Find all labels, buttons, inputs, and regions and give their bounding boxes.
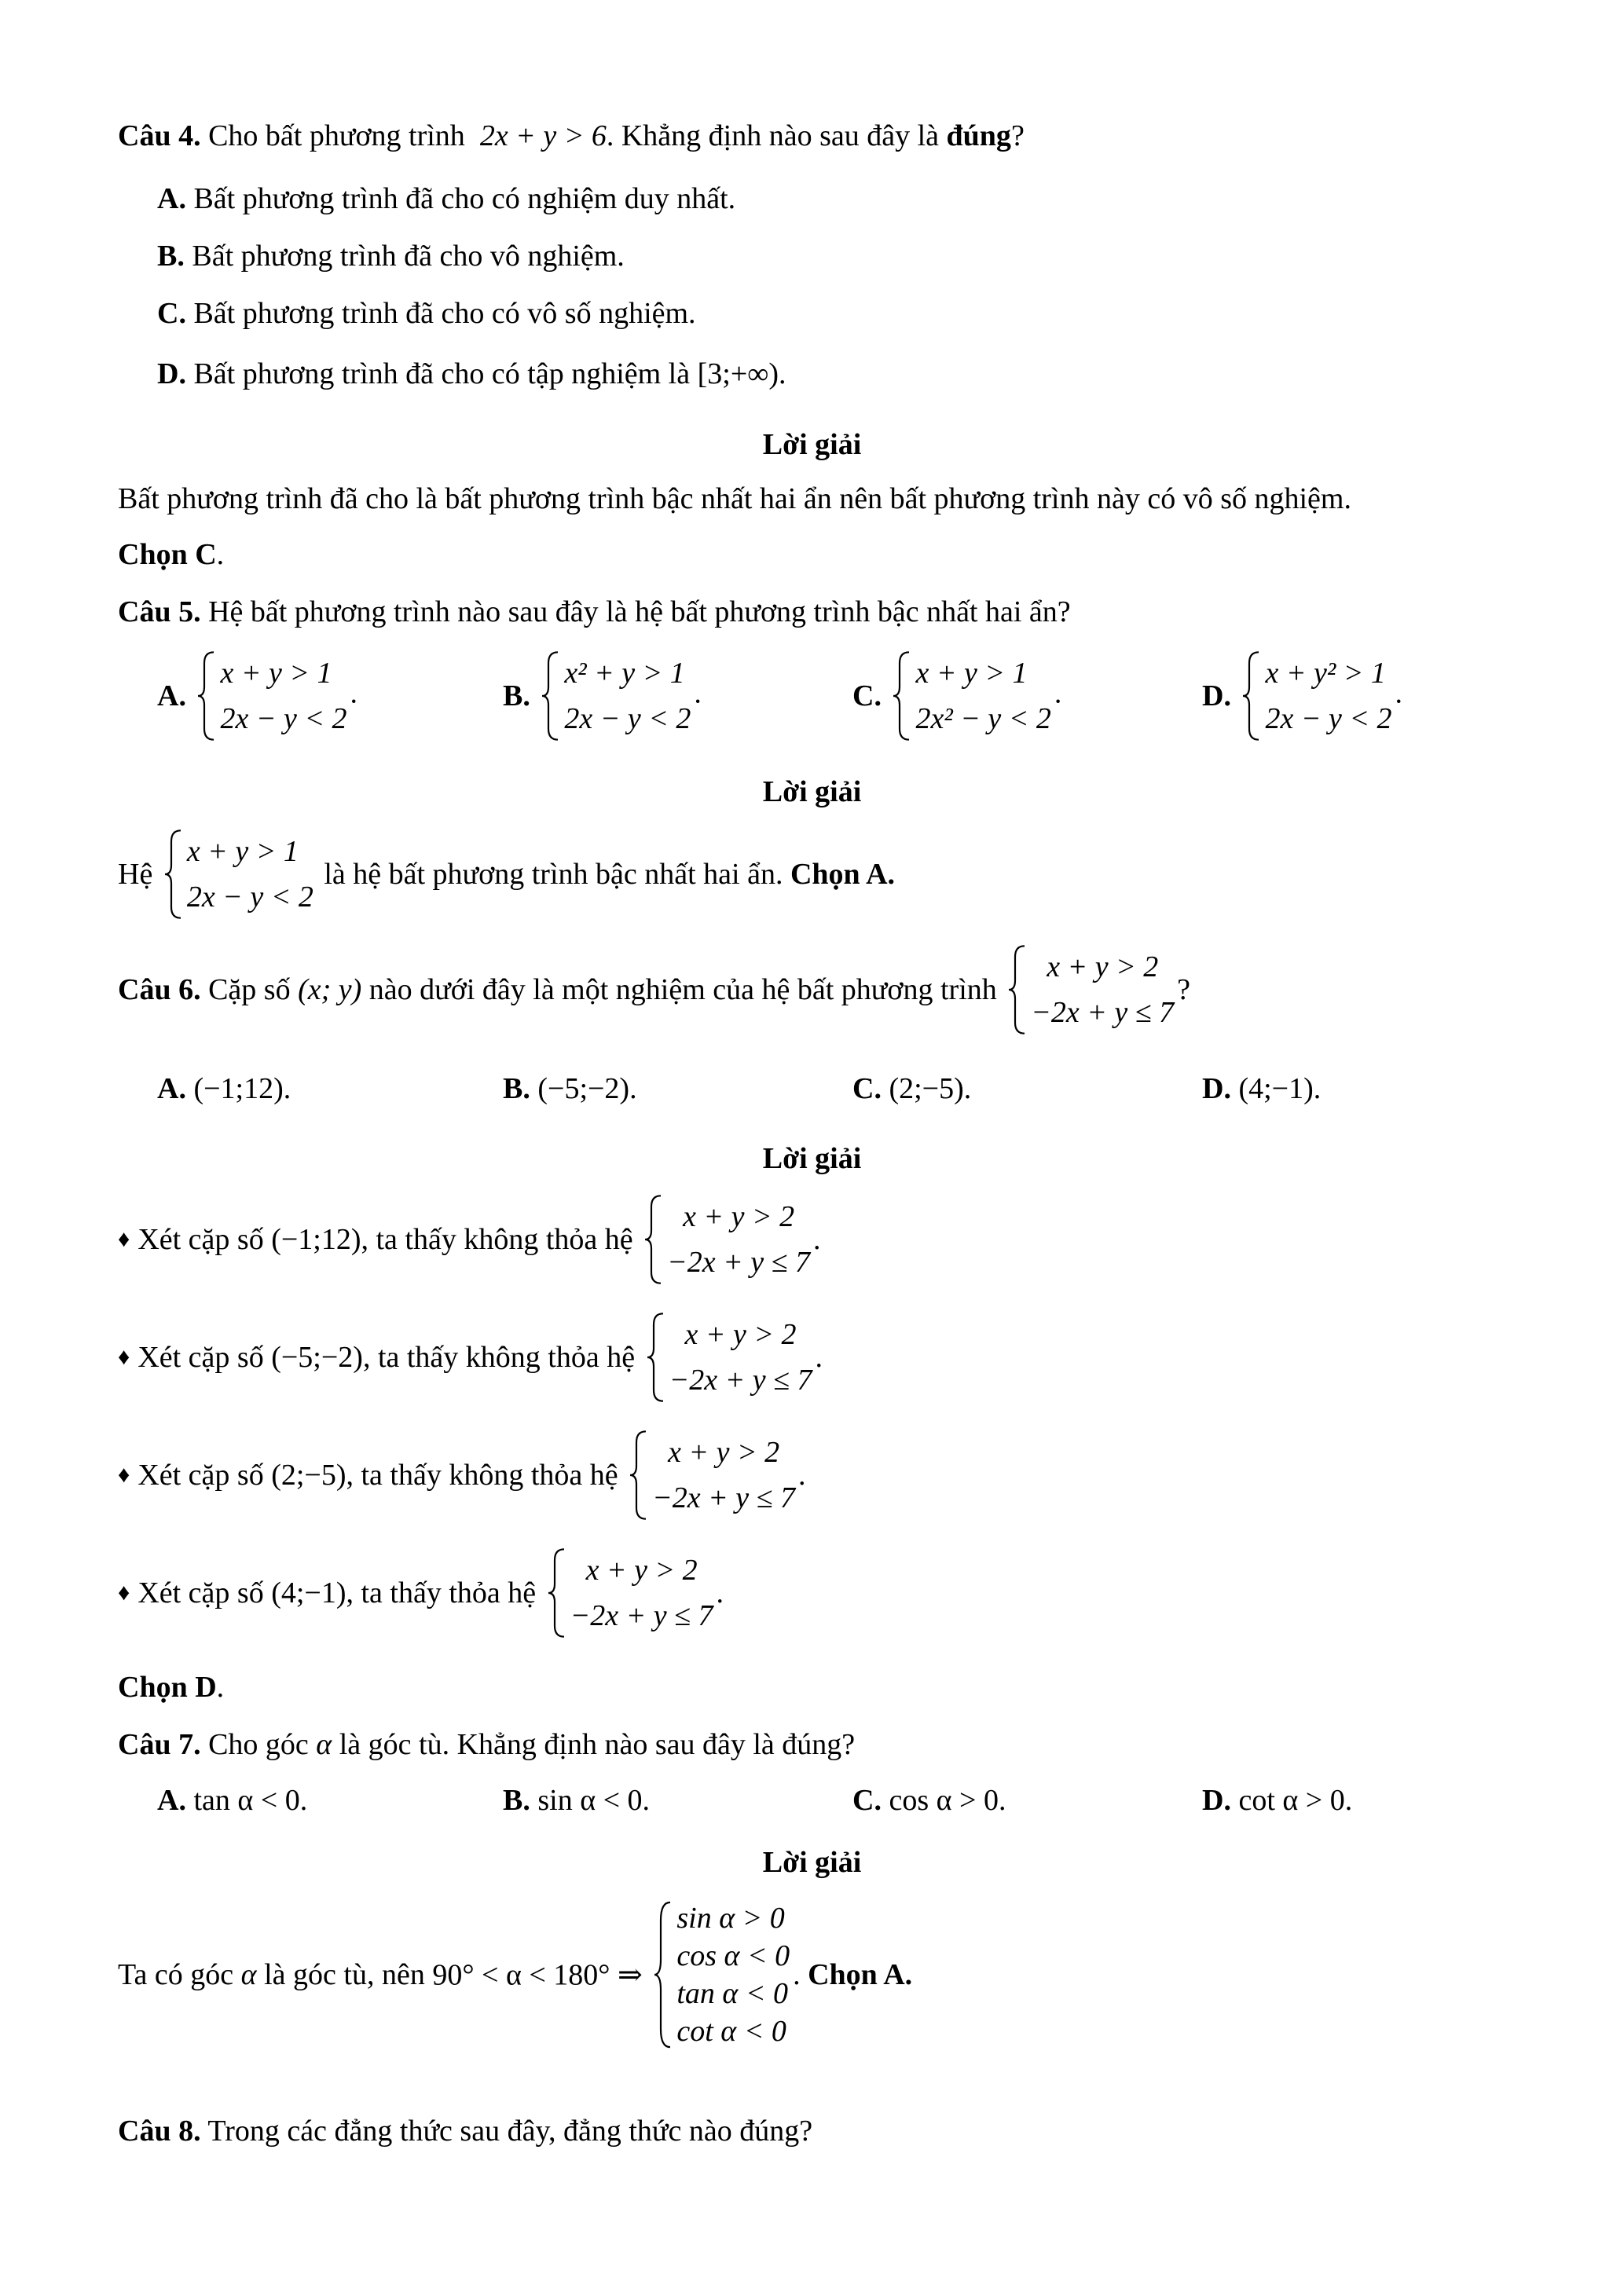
q5-solution-system: x + y > 1 2x − y < 2 [163,829,313,920]
q6-option-d: D. (4;−1). [1202,1072,1322,1105]
q6-check-3: ♦ Xét cặp số (2;−5), ta thấy không thỏa hệ x + y > 2 −2x + y ≤ 7 . [118,1430,806,1521]
q4-option-a: A. Bất phương trình đã cho có nghiệm duy nhất. [157,182,736,215]
q5-option-b-system: x² + y > 1 2x − y < 2 [541,650,691,742]
q4-option-b: B. Bất phương trình đã cho vô nghiệm. [157,240,625,273]
q6-check-4: ♦ Xét cặp số (4;−1), ta thấy thỏa hệ x + y > 2 −2x + y ≤ 7 . [118,1547,724,1639]
q4-solution-text: Bất phương trình đã cho là bất phương trình bậc nhất hai ẩn nên bất phương trình này có vô số nghiệm. [118,482,1351,515]
q5-option-a: A. x + y > 1 2x − y < 2 . [157,650,357,742]
q5-solution-title: Lời giải [762,775,862,808]
q6-answer: Chọn D. [118,1671,225,1704]
q6-stem: Câu 6. Cặp số (x; y) nào dưới đây là một nghiệm của hệ bất phương trình x + y > 2 −2x + y ≤ 7 ? [118,944,1190,1035]
brace-icon [646,1312,666,1403]
brace-icon [1241,650,1262,742]
q7-solution-system: sin α > 0 cos α < 0 tan α < 0 cot α < 0 [653,1899,790,2050]
q5-option-c-system: x + y > 1 2x² − y < 2 [892,650,1050,742]
brace-icon [196,650,217,742]
q8-stem: Câu 8. Trong các đẳng thức sau đây, đẳng thức nào đúng? [118,2115,813,2148]
q6-system: x + y > 2 −2x + y ≤ 7 [1007,944,1174,1035]
q5-option-c: C. x + y > 1 2x² − y < 2 . [852,650,1061,742]
q7-option-b: B. sin α < 0. [503,1784,651,1817]
brace-icon [541,650,561,742]
brace-icon [1007,944,1028,1035]
q4-option-c: C. Bất phương trình đã cho có vô số nghiệm. [157,297,696,330]
q6-option-b: B. (−5;−2). [503,1072,637,1105]
q5-label: Câu 5. [118,595,201,628]
diamond-bullet-icon: ♦ [118,1462,130,1488]
q4-label: Câu 4. [118,119,201,152]
brace-icon [163,829,184,920]
q6-check-2: ♦ Xét cặp số (−5;−2), ta thấy không thỏa hệ x + y > 2 −2x + y ≤ 7 . [118,1312,823,1403]
brace-icon [643,1194,664,1285]
q5-stem: Câu 5. Hệ bất phương trình nào sau đây là hệ bất phương trình bậc nhất hai ẩn? [118,595,1071,628]
q5-option-b: B. x² + y > 1 2x − y < 2 . [503,650,702,742]
diamond-bullet-icon: ♦ [118,1226,130,1252]
q7-label: Câu 7. [118,1728,201,1761]
brace-icon [653,1899,673,2050]
q7-solution: Ta có góc α là góc tù, nên 90° < α < 180° ⇒ sin α > 0 cos α < 0 tan α < 0 cot α < 0 . Chọn A. [118,1899,912,2050]
diamond-bullet-icon: ♦ [118,1580,130,1606]
q7-stem: Câu 7. Cho góc α là góc tù. Khẳng định nào sau đây là đúng? [118,1728,856,1761]
q6-option-c: C. (2;−5). [852,1072,972,1105]
q4-stem: Câu 4. Cho bất phương trình 2x + y > 6. Khẳng định nào sau đây là đúng? [118,119,1025,152]
q4-expression: 2x + y > 6 [479,119,607,152]
q7-option-d: D. cot α > 0. [1202,1784,1353,1817]
q4-answer: Chọn C. [118,538,225,571]
q7-option-c: C. cos α > 0. [852,1784,1006,1817]
q4-option-d: D. Bất phương trình đã cho có tập nghiệm là [3;+∞). [157,357,786,390]
q7-solution-title: Lời giải [762,1846,862,1879]
q6-label: Câu 6. [118,973,201,1006]
brace-icon [629,1430,649,1521]
q7-option-a: A. tan α < 0. [157,1784,308,1817]
q6-solution-title: Lời giải [762,1142,862,1175]
brace-icon [547,1547,567,1639]
brace-icon [892,650,912,742]
q8-label: Câu 8. [118,2115,201,2148]
q5-option-d-system: x + y² > 1 2x − y < 2 [1241,650,1391,742]
q6-option-a: A. (−1;12). [157,1072,291,1105]
q6-check-1: ♦ Xét cặp số (−1;12), ta thấy không thỏa hệ x + y > 2 −2x + y ≤ 7 . [118,1194,821,1285]
q5-option-d: D. x + y² > 1 2x − y < 2 . [1202,650,1402,742]
q5-solution: Hệ x + y > 1 2x − y < 2 là hệ bất phương trình bậc nhất hai ẩn. Chọn A. [118,829,895,920]
q5-option-a-system: x + y > 1 2x − y < 2 [196,650,346,742]
q4-solution-title: Lời giải [762,428,862,461]
diamond-bullet-icon: ♦ [118,1344,130,1370]
